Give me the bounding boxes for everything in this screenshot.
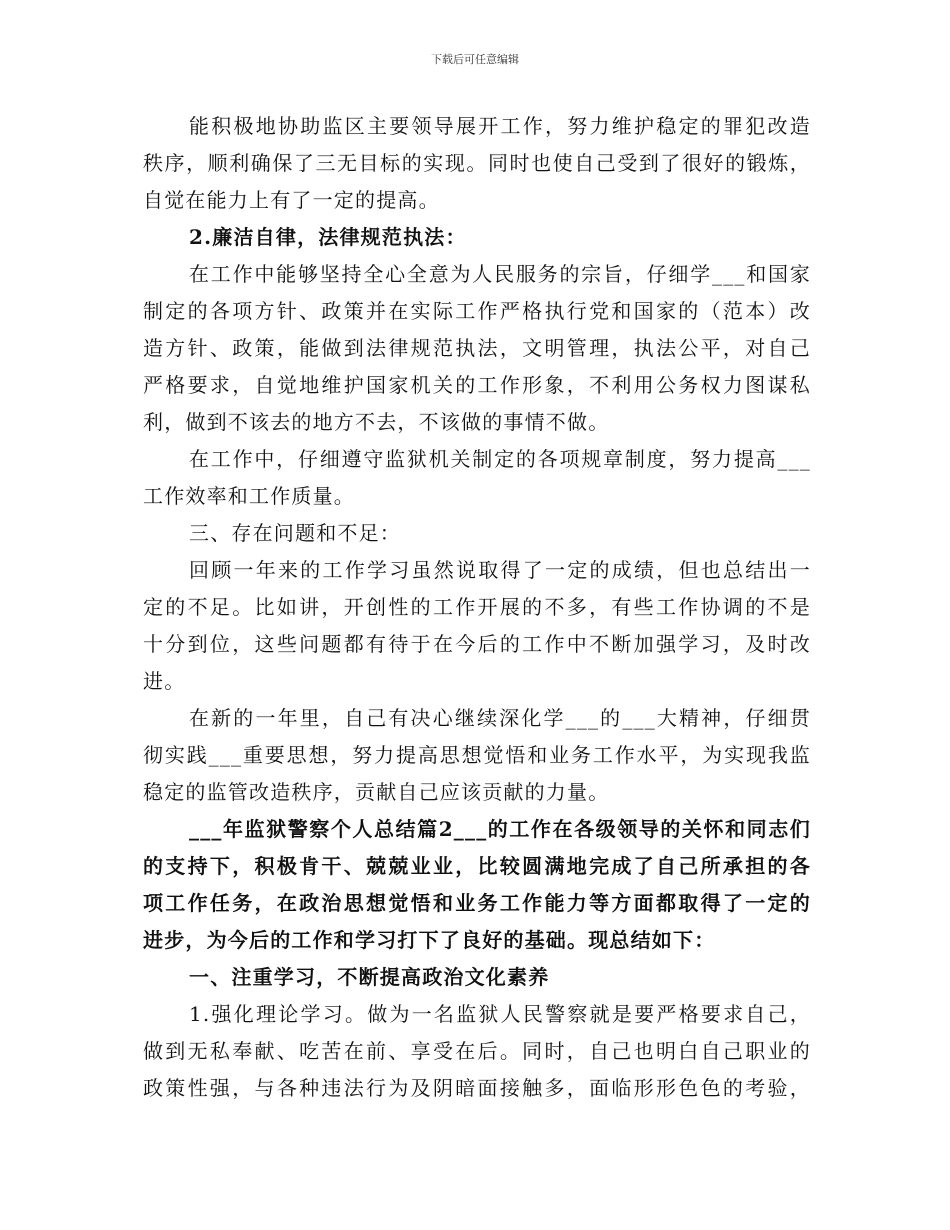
text-line: 三、存在问题和不足： xyxy=(189,521,401,545)
text-line: 能积极地协助监区主要领导展开工作，努力维护稳定的罪犯改造 xyxy=(189,114,811,138)
text-line: 进。 xyxy=(143,669,186,693)
text-line: 做到无私奉献、吃苦在前、享受在后。同时，自己也明白自己职业的 xyxy=(143,1039,811,1063)
text-line: 的支持下，积极肯干、兢兢业业，比较圆满地完成了自己所承担的各 xyxy=(143,854,811,878)
text-line: 一、注重学习，不断提高政治文化素养 xyxy=(189,965,550,989)
text-line: 严格要求，自觉地维护国家机关的工作形象，不利用公务权力图谋私 xyxy=(143,373,811,397)
text-line: 定的不足。比如讲，开创性的工作开展的不多，有些工作协调的不是 xyxy=(143,595,811,619)
text-line: 利，做到不该去的地方不去，不该做的事情不做。 xyxy=(143,410,610,434)
text-line: 制定的各项方针、政策并在实际工作严格执行党和国家的（范本）改 xyxy=(143,299,811,323)
text-line: 回顾一年来的工作学习虽然说取得了一定的成绩，但也总结出一 xyxy=(189,558,811,582)
text-line: 秩序，顺利确保了三无目标的实现。同时也使自己受到了很好的锻炼， xyxy=(143,151,811,175)
text-line: 十分到位，这些问题都有待于在今后的工作中不断加强学习，及时改 xyxy=(143,632,811,656)
document-body xyxy=(143,108,811,1107)
text-line: 在工作中，仔细遵守监狱机关制定的各项规章制度，努力提高___ xyxy=(189,447,811,471)
text-line: 稳定的监管改造秩序，贡献自己应该贡献的力量。 xyxy=(143,780,610,804)
text-line: 进步，为今后的工作和学习打下了良好的基础。现总结如下： xyxy=(143,928,716,952)
text-line: 项工作任务，在政治思想觉悟和业务工作能力等方面都取得了一定的 xyxy=(143,891,811,915)
text-line: 2.廉洁自律，法律规范执法： xyxy=(189,225,467,249)
page-header: 下载后可任意编辑 xyxy=(431,53,519,66)
text-line: 1.强化理论学习。做为一名监狱人民警察就是要严格要求自己， xyxy=(189,1002,811,1026)
text-line: 政策性强，与各种违法行为及阴暗面接触多，面临形形色色的考验， xyxy=(143,1076,811,1100)
text-line: 在工作中能够坚持全心全意为人民服务的宗旨，仔细学___和国家 xyxy=(189,262,811,286)
text-line: 在新的一年里，自己有决心继续深化学___的___大精神，仔细贯 xyxy=(189,706,811,730)
text-line: 彻实践___重要思想，努力提高思想觉悟和业务工作水平，为实现我监 xyxy=(143,743,811,767)
text-line: ___年监狱警察个人总结篇2___的工作在各级领导的关怀和同志们 xyxy=(189,817,811,841)
text-line: 造方针、政策，能做到法律规范执法，文明管理，执法公平，对自己 xyxy=(143,336,811,360)
text-line: 自觉在能力上有了一定的提高。 xyxy=(143,188,440,212)
text-line: 工作效率和工作质量。 xyxy=(143,484,355,508)
